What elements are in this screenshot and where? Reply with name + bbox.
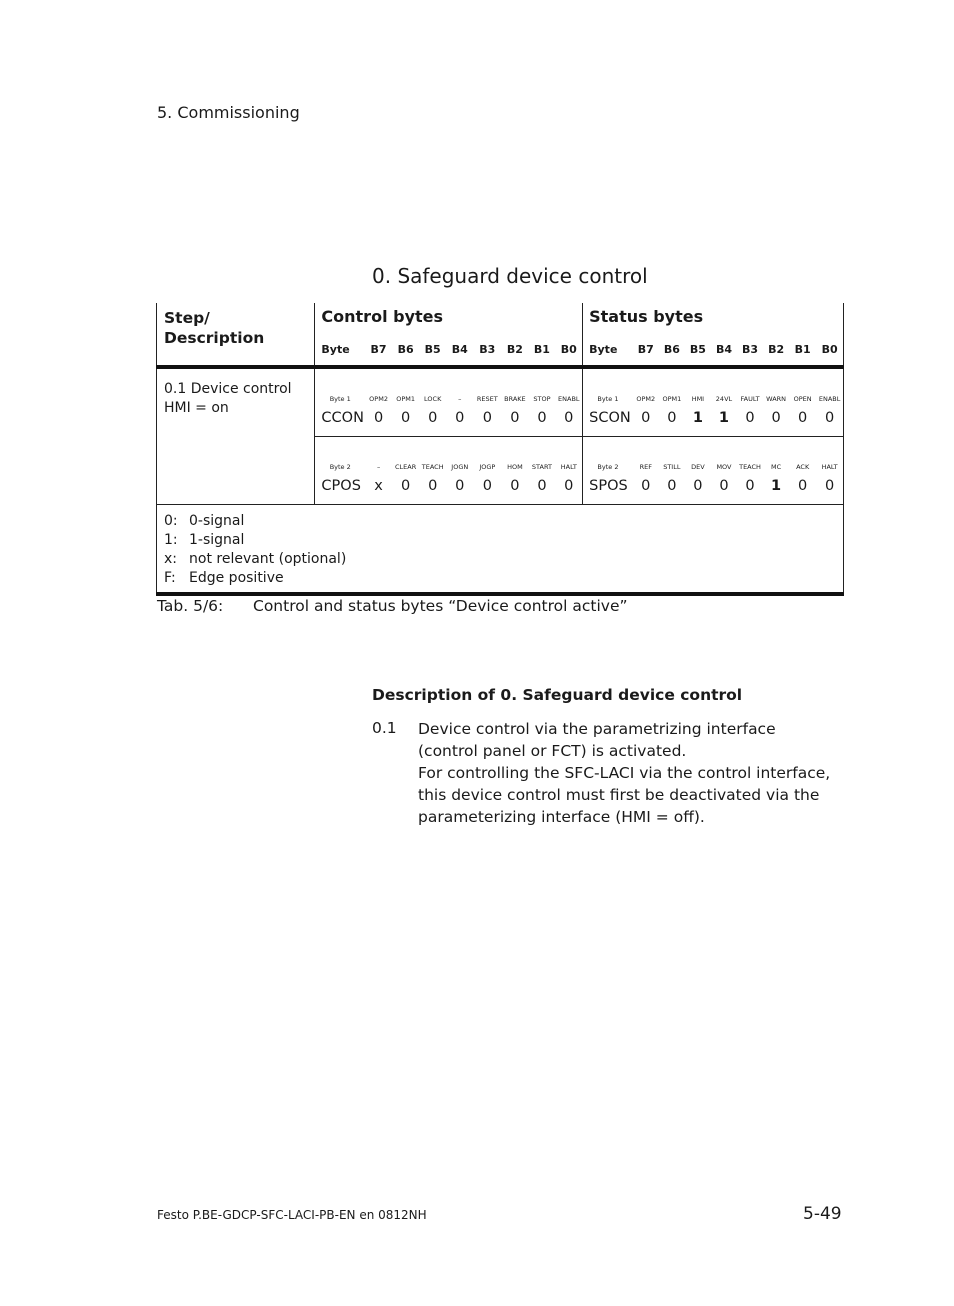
legend (157, 505, 844, 595)
scon-bit-label: WARN (766, 395, 787, 403)
ccon-bit-label: – (458, 395, 462, 403)
status-bit-header: B1 (789, 333, 816, 367)
cpos-name: CPOS (315, 476, 365, 505)
cpos-bit-label: JOGP (473, 437, 501, 477)
spos-bit-value: 0 (641, 478, 651, 494)
ccon-bit-value: 0 (428, 410, 438, 426)
table-caption-label: Tab. 5/6: (157, 597, 224, 615)
status-byte-header: Byte (583, 333, 633, 367)
cpos-bit-label: HOM (501, 437, 528, 477)
cpos-bit-value: 0 (564, 478, 574, 494)
cpos-bit-value: 0 (537, 478, 547, 494)
page-number: 5-49 (803, 1204, 842, 1224)
control-bit-header: B7 (365, 333, 392, 367)
scon-bit-value: 1 (718, 410, 730, 426)
spos-bit-value: 0 (693, 478, 703, 494)
description-heading: Description of 0. Safeguard device control (372, 686, 743, 704)
legend-item: 0: 0-signal (164, 513, 245, 529)
spos-name: SPOS (583, 476, 633, 505)
scon-name: SCON (583, 408, 633, 437)
cpos-bit-label: – (365, 437, 392, 477)
scon-bit-label: HMI (691, 395, 705, 403)
scon-bit-value: 1 (692, 410, 703, 426)
ccon-byte-label: Byte 1 (315, 367, 365, 408)
control-bit-header: B1 (528, 333, 555, 367)
scon-bit-label: OPEN (793, 395, 812, 403)
control-bit-header: B0 (555, 333, 582, 367)
status-bit-header: B6 (659, 333, 685, 367)
cpos-bit-value: 0 (510, 478, 520, 494)
ccon-bit-label: ENABL (558, 395, 580, 403)
spos-bit-value: 0 (719, 478, 729, 494)
description-item-number: 0.1 (372, 719, 397, 737)
spos-bit-label: MOV (711, 437, 737, 477)
ccon-bit-label: LOCK (424, 395, 442, 403)
ccon-bit-value: 0 (482, 410, 492, 426)
scon-bit-label: ENABL (816, 367, 843, 408)
cpos-bit-value: 0 (401, 478, 411, 494)
legend-item: F: Edge positive (164, 570, 284, 586)
scon-bit-value: 0 (798, 410, 808, 426)
table-caption-text: Control and status bytes “Device control active” (253, 597, 628, 615)
control-bytes-header: Control bytes (315, 303, 583, 333)
footer-document-id: Festo P.BE-GDCP-SFC-LACI-PB-EN en 0812NH (157, 1208, 427, 1222)
status-bit-header: B7 (633, 333, 659, 367)
scon-bit-label: OPM1 (662, 395, 682, 403)
scon-bit-value: 0 (641, 410, 651, 426)
ccon-bit-label: OPM2 (369, 395, 388, 403)
status-bit-header: B4 (711, 333, 737, 367)
ccon-bit-value: 0 (564, 410, 574, 426)
cpos-bit-label: JOGN (446, 437, 473, 477)
ccon-bit-label: STOP (533, 395, 551, 403)
control-byte-header: Byte (315, 333, 365, 367)
cpos-bit-value: 0 (428, 478, 438, 494)
ccon-bit-value: 0 (373, 410, 384, 426)
scon-bit-label: OPM2 (636, 395, 656, 403)
ccon-bit-label: BRAKE (504, 395, 526, 403)
cpos-bit-value: 0 (482, 478, 492, 494)
ccon-bit-value: 0 (537, 410, 547, 426)
description-item-text: Device control via the parametrizing interface (control panel or FCT) is activated. For controlling the SFC-LACI via the control interface, this device control must first be deactivated via the parameterizing interface (HMI = off). (418, 720, 831, 826)
spos-bit-value: 0 (816, 476, 843, 505)
status-bit-header: B2 (763, 333, 789, 367)
ccon-name: CCON (315, 408, 365, 437)
spos-bit-value: 0 (745, 478, 755, 494)
cpos-bit-label: CLEAR (392, 437, 419, 477)
chapter-heading: 5. Commissioning (157, 103, 300, 122)
step-description: 0.1 Device control HMI = on (157, 367, 315, 505)
scon-bit-value: 0 (667, 410, 677, 426)
spos-bit-label: DEV (685, 437, 711, 477)
control-bit-header: B5 (419, 333, 446, 367)
status-bit-header: B3 (737, 333, 763, 367)
cpos-byte-label: Byte 2 (315, 437, 365, 477)
control-bit-header: B4 (446, 333, 473, 367)
control-bit-header: B3 (473, 333, 501, 367)
scon-bit-value: 0 (745, 410, 755, 426)
spos-bit-value: 0 (667, 478, 677, 494)
cpos-bit-value: 0 (455, 478, 465, 494)
ccon-bit-label: OPM1 (396, 395, 416, 403)
spos-bit-label: TEACH (737, 437, 763, 477)
status-bit-header: B5 (685, 333, 711, 367)
spos-bit-label: ACK (789, 437, 816, 477)
spos-bit-value: 1 (771, 478, 782, 494)
status-bit-header: B0 (816, 333, 843, 367)
control-bit-header: B2 (501, 333, 528, 367)
cpos-bit-value: x (374, 478, 383, 494)
spos-bit-value: 0 (798, 478, 808, 494)
ccon-bit-value: 0 (510, 410, 520, 426)
legend-item: x: not relevant (optional) (164, 551, 347, 567)
status-bytes-header: Status bytes (583, 303, 844, 333)
table-title: 0. Safeguard device control (372, 264, 648, 288)
spos-byte-label: Byte 2 (583, 437, 633, 477)
ccon-bit-value: 0 (401, 410, 411, 426)
ccon-bit-label: RESET (476, 395, 498, 403)
legend-item: 1: 1-signal (164, 532, 245, 548)
spos-bit-label: REF (633, 437, 659, 477)
cpos-bit-label: START (528, 437, 555, 477)
spos-bit-label: HALT (816, 437, 843, 477)
scon-bit-value: 0 (816, 408, 843, 437)
ccon-bit-value: 0 (455, 410, 465, 426)
scon-byte-label: Byte 1 (583, 367, 633, 408)
scon-bit-value: 0 (771, 410, 781, 426)
step-description-header: Step/ Description (157, 303, 315, 367)
cpos-bit-label: HALT (555, 437, 582, 477)
control-bit-header: B6 (392, 333, 419, 367)
scon-bit-label: FAULT (740, 395, 760, 403)
control-status-table (156, 303, 844, 596)
spos-bit-label: STILL (659, 437, 685, 477)
spos-bit-label: MC (763, 437, 789, 477)
scon-bit-label: 24VL (715, 395, 733, 403)
cpos-bit-label: TEACH (419, 437, 446, 477)
